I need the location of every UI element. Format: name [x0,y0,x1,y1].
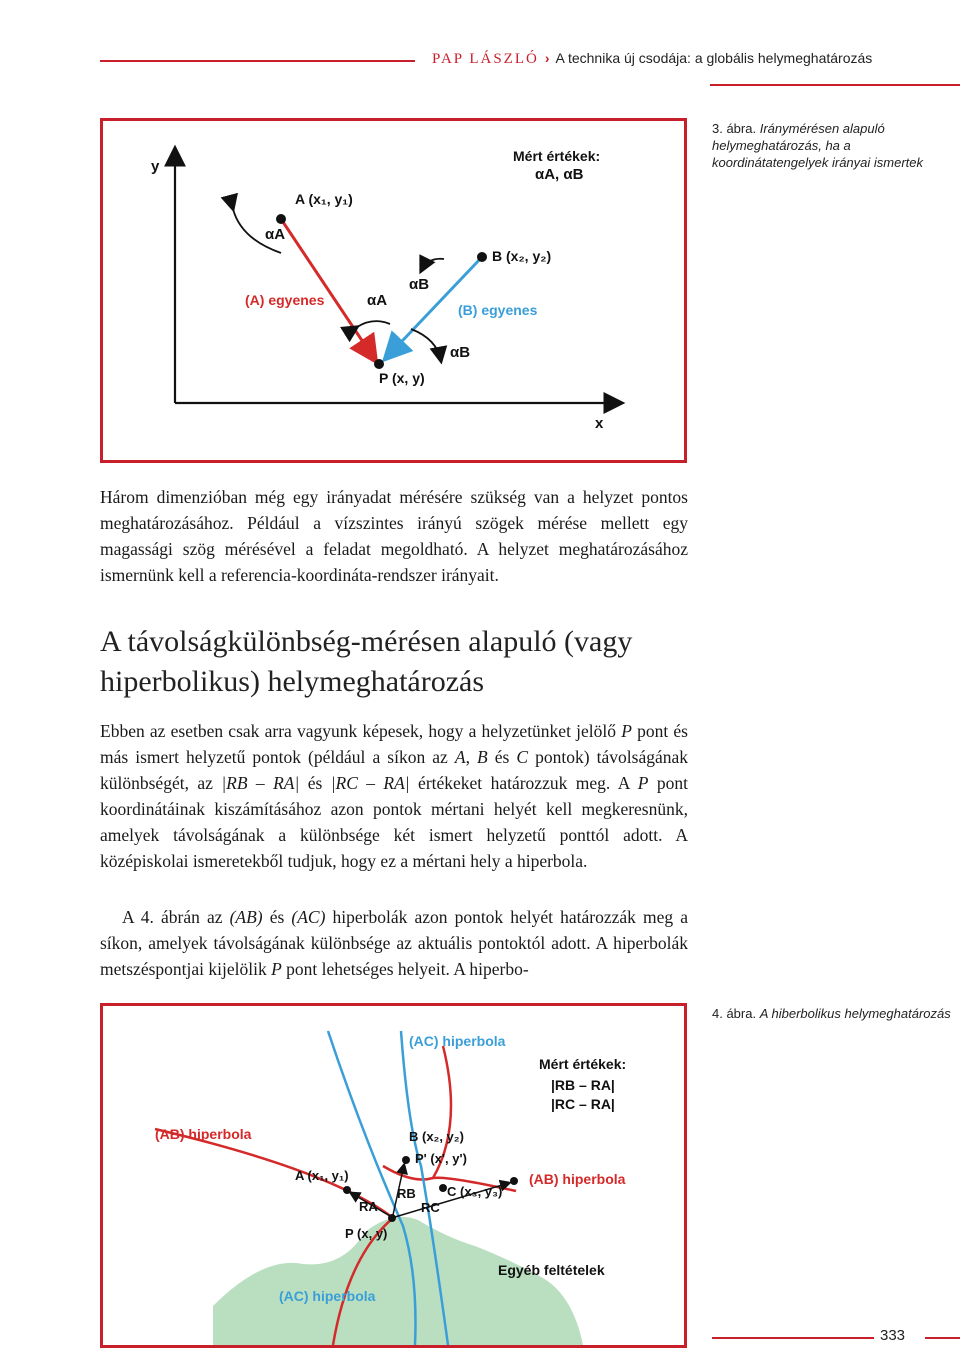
p3-text-2: hiperbolák azon pontok helyét határozzák meg a síkon, amelyek távolságának különbsége az aktuális pontoktól adott. A hiperbolák metszéspontjai kijelölik [100,907,688,979]
p2-comma: , [465,747,470,767]
angle-arc-b-bottom [411,329,441,361]
section-heading: A távolságkülönbség-mérésen alapuló (vagy hiperbolikus) helymeghatározás [100,625,633,698]
fig4-measured-expr-1: |RB – RA| [551,1077,615,1093]
label-ac-top: (AC) hiperbola [409,1033,506,1049]
fig4-measured-title: Mért értékek: [539,1056,627,1072]
p2-expr-2: |RC – RA| [330,773,410,793]
fig4-measured-expr-2: |RC – RA| [551,1096,615,1112]
paragraph-2 [100,718,688,874]
point-a [276,214,286,224]
p3-ab: (AB) [229,907,263,927]
label-fig4-point-b: B (x₂, y₂) [409,1129,464,1144]
label-fig4-point-p-prime: P' (x', y') [415,1151,467,1166]
p3-text-1: A 4. ábrán az [122,907,223,927]
p2-text-3: pontok) távolságának különbségét, az [100,747,689,793]
p2-var-a: A [454,747,466,767]
alpha-a-top: αA [265,226,286,243]
measured-title: Mért értékek: [513,148,601,164]
p2-text-4: értékeket határozzuk meg. A [418,773,630,793]
label-rc: RC [421,1200,440,1215]
point-p [374,359,384,369]
p2-var-p: P [621,721,632,741]
label-fig4-point-a: A (x₁, y₁) [295,1168,349,1183]
angle-arc-a-bottom [357,321,390,327]
p2-var-b: B [477,747,488,767]
p3-ac: (AC) [291,907,326,927]
label-ab-left: (AB) hiperbola [155,1126,252,1142]
fig4-point-b [402,1156,410,1164]
p2-es-2: és [307,773,323,793]
p2-text-5: pont koordinátáinak kiszámításához azon pontok mértani helyét kell megkeresnünk, amelyek távolságának a különbsége két ismert helyzetű ponttól adott. A középiskolai ismeretekből tudjuk, hogy ez a mértani hely a hiperbola. [100,773,689,871]
label-line-a: (A) egyenes [245,292,325,308]
figure-3-caption-text: Iránymérésen alapuló helymeghatározás, ha a koordinátatengelyek irányai ismertek [712,121,923,170]
label-ra: RA [359,1199,378,1214]
line-a [281,219,375,360]
alpha-b-top: αB [409,276,430,293]
fig4-point-p-prime [439,1184,447,1192]
angle-arc-b-top [421,259,444,271]
figure-4-caption [712,1005,952,1022]
figure-3-diagram [103,121,684,460]
point-b [477,252,487,262]
figure-4-caption-number: 4. ábra. [712,1006,757,1021]
terrain-region [213,1217,583,1345]
label-point-a: A (x₁, y₁) [295,191,353,207]
p3-var-p: P [271,959,282,979]
p3-es: és [269,907,285,927]
p2-text-2: pont és más ismert helyzetű pontok (például a síkon az [100,721,688,767]
header-author: PAP LÁSZLÓ [432,51,539,67]
label-point-p: P (x, y) [379,370,425,386]
alpha-a-bottom: αA [367,292,388,309]
figure-3-caption-number: 3. ábra. [712,121,757,136]
figure-4 [100,1003,687,1348]
y-axis-label: y [151,158,160,175]
label-other-conditions: Egyéb feltételek [498,1262,605,1278]
footer-rule-left [712,1337,874,1339]
figure-3-caption [712,120,952,171]
p2-var-p-2: P [637,773,649,793]
footer-rule-right [925,1337,960,1339]
alpha-b-bottom: αB [450,344,471,361]
label-rb: RB [397,1186,416,1201]
measured-values: αA, αB [535,166,584,183]
p3-text-3: pont lehetséges helyeit. A hiperbo- [286,959,529,979]
fig4-point-c [510,1177,518,1185]
p2-es: és [494,747,510,767]
figure-4-caption-text: A hiberbolikus helymeghatározás [759,1006,951,1021]
p2-var-c: C [516,747,529,767]
p2-expr-1: |RB – RA| [221,773,300,793]
label-ac-bottom: (AC) hiperbola [279,1288,376,1304]
label-ab-right: (AB) hiperbola [529,1171,626,1187]
label-point-b: B (x₂, y₂) [492,248,552,264]
p2-text-1: Ebben az esetben csak arra vagyunk képesek, hogy a helyzetünket jelölő [100,721,616,741]
figure-4-diagram [103,1006,684,1345]
header-separator: › [544,50,550,66]
label-line-b: (B) egyenes [458,302,538,318]
page-number: 333 [880,1327,906,1344]
label-fig4-point-c: C (x₃, y₃) [447,1184,503,1199]
x-axis-label: x [595,415,604,432]
header-rule-right [710,84,960,86]
label-fig4-point-p: P (x, y) [345,1226,388,1241]
fig4-point-a [343,1186,351,1194]
paragraph-3 [100,904,688,982]
header-rule-left [100,60,415,62]
figure-3 [100,118,687,463]
paragraph-1: Három dimenzióban még egy irányadat mérésére szükség van a helyzet pontos meghatározásához. Például a vízszintes irányú szögek mérése mellett egy magassági szög mérésével a feladat megoldható. A helyzet meghatározásához ismernünk kell a referencia-koordináta-rendszer irányait. [100,487,688,585]
header-title: A technika új csodája: a globális helymeghatározás [555,50,873,66]
running-header [432,50,872,68]
